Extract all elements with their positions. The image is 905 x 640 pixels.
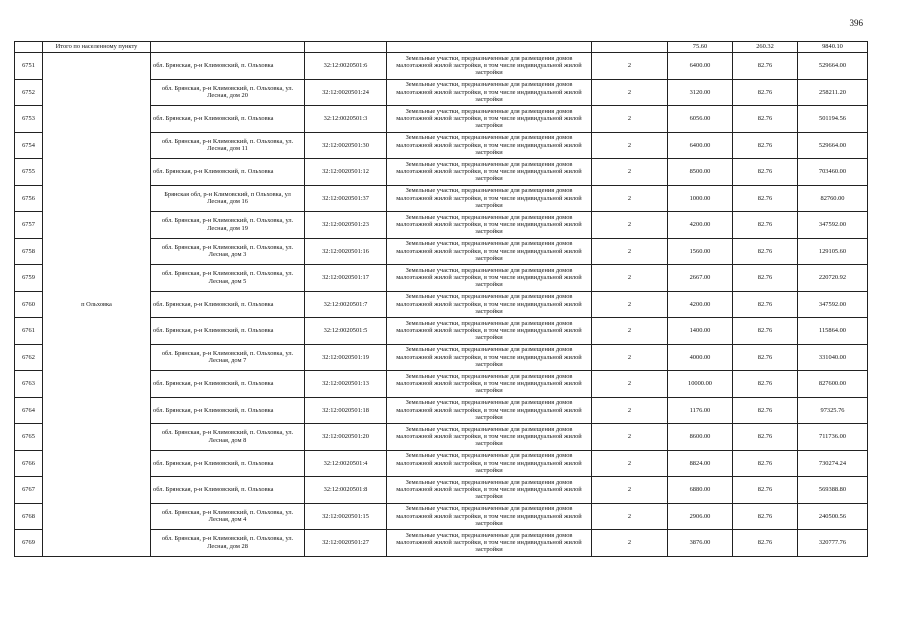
address-text: обл. Брянская, р-н Климовский, п. Ольховка: [153, 327, 274, 335]
rate-value: 82.76: [733, 185, 798, 212]
row-number: 6763: [15, 371, 43, 398]
row-number: 6761: [15, 318, 43, 345]
category-code: 2: [592, 371, 668, 398]
area-value: 1400.00: [668, 318, 733, 345]
address-text: обл. Брянская, р-н Климовский, п. Ольховка, ул. Лесная, дом 11: [161, 137, 294, 153]
cadastral-value: 97325.76: [798, 397, 868, 424]
cadastral-value: 115864.00: [798, 318, 868, 345]
cadastral-number: 32:12:0020501:17: [305, 265, 387, 292]
category-code: 2: [592, 212, 668, 239]
address-cell: [151, 477, 305, 504]
cadastral-value: 220720.92: [798, 265, 868, 292]
area-value: 6400.00: [668, 53, 733, 80]
address-cell: [151, 503, 305, 530]
row-number: 6752: [15, 79, 43, 106]
address-text: обл. Брянская, р-н Климовский, п. Ольховка, ул. Лесная, дом 3: [161, 243, 294, 259]
settlement-name: п Ольховка: [43, 53, 151, 557]
row-number: 6756: [15, 185, 43, 212]
permitted-use: Земельные участки, предназначенные для размещения домов малоэтажной жилой застройки, в том числе индивидуальной жилой застройки: [387, 503, 592, 530]
address-cell: [151, 530, 305, 557]
address-cell: [151, 397, 305, 424]
row-number: 6768: [15, 503, 43, 530]
page-number: 396: [849, 18, 863, 28]
permitted-use: Земельные участки, предназначенные для размещения домов малоэтажной жилой застройки, в том числе индивидуальной жилой застройки: [387, 212, 592, 239]
area-value: 6056.00: [668, 106, 733, 133]
permitted-use: Земельные участки, предназначенные для размещения домов малоэтажной жилой застройки, в том числе индивидуальной жилой застройки: [387, 477, 592, 504]
address-cell: [151, 212, 305, 239]
permitted-use: Земельные участки, предназначенные для размещения домов малоэтажной жилой застройки, в том числе индивидуальной жилой застройки: [387, 318, 592, 345]
row-number: 6755: [15, 159, 43, 186]
address-cell: [151, 106, 305, 133]
cadastral-number: 32:12:0020501:4: [305, 450, 387, 477]
row-number: 6760: [15, 291, 43, 318]
permitted-use: Земельные участки, предназначенные для размещения домов малоэтажной жилой застройки, в том числе индивидуальной жилой застройки: [387, 344, 592, 371]
category-code: 2: [592, 238, 668, 265]
total-label: Итого по населенному пункту: [43, 42, 151, 53]
rate-value: 82.76: [733, 291, 798, 318]
category-code: 2: [592, 79, 668, 106]
address-text: обл. Брянская, р-н Климовский, п. Ольховка: [153, 406, 274, 414]
settlement-total-row: [15, 42, 868, 53]
address-cell: [151, 344, 305, 371]
rate-value: 82.76: [733, 371, 798, 398]
category-code: 2: [592, 53, 668, 80]
cadastral-value: 703460.00: [798, 159, 868, 186]
permitted-use: Земельные участки, предназначенные для размещения домов малоэтажной жилой застройки, в том числе индивидуальной жилой застройки: [387, 159, 592, 186]
total-rate: 260.32: [733, 42, 798, 53]
address-text: обл. Брянская, р-н Климовский, п. Ольховка, ул. Лесная, дом 5: [161, 270, 294, 285]
cadastral-value: 569388.80: [798, 477, 868, 504]
total-empty-cell: [387, 42, 592, 53]
permitted-use: Земельные участки, предназначенные для размещения домов малоэтажной жилой застройки, в том числе индивидуальной жилой застройки: [387, 238, 592, 265]
cadastral-value: 331040.00: [798, 344, 868, 371]
total-empty-cell: [151, 42, 305, 53]
address-cell: [151, 318, 305, 345]
cadastral-value: 347592.00: [798, 291, 868, 318]
table-row: [15, 53, 868, 80]
permitted-use: Земельные участки, предназначенные для размещения домов малоэтажной жилой застройки, в том числе индивидуальной жилой застройки: [387, 450, 592, 477]
rate-value: 82.76: [733, 212, 798, 239]
address-text: обл. Брянская, р-н Климовский, п. Ольховка: [153, 486, 274, 494]
area-value: 3120.00: [668, 79, 733, 106]
address-text: Брянская обл, р-н Климовский, п Ольховка, ул Лесная, дом 16: [164, 190, 291, 206]
cadastral-number: 32:12:0020501:37: [305, 185, 387, 212]
rate-value: 82.76: [733, 159, 798, 186]
area-value: 6880.00: [668, 477, 733, 504]
area-value: 6400.00: [668, 132, 733, 159]
category-code: 2: [592, 291, 668, 318]
total-empty-cell: [592, 42, 668, 53]
permitted-use: Земельные участки, предназначенные для размещения домов малоэтажной жилой застройки, в том числе индивидуальной жилой застройки: [387, 530, 592, 557]
permitted-use: Земельные участки, предназначенные для размещения домов малоэтажной жилой застройки, в том числе индивидуальной жилой застройки: [387, 371, 592, 398]
address-text: обл. Брянская, р-н Климовский, п. Ольховка, ул. Лесная, дом 8: [161, 429, 294, 444]
cadastral-value: 529664.00: [798, 53, 868, 80]
address-cell: [151, 53, 305, 80]
address-text: обл. Брянская, р-н Климовский, п. Ольховка, ул. Лесная, дом 7: [161, 349, 294, 365]
total-empty-cell: [305, 42, 387, 53]
area-value: 4000.00: [668, 344, 733, 371]
category-code: 2: [592, 159, 668, 186]
row-number: 6751: [15, 53, 43, 80]
cadastral-value: 320777.76: [798, 530, 868, 557]
rate-value: 82.76: [733, 450, 798, 477]
address-cell: [151, 185, 305, 212]
cadastral-value: 129105.60: [798, 238, 868, 265]
cadastral-number: 32:12:0020501:16: [305, 238, 387, 265]
row-number: 6757: [15, 212, 43, 239]
category-code: 2: [592, 106, 668, 133]
address-text: обл. Брянская, р-н Климовский, п. Ольховка: [153, 62, 274, 70]
cadastral-number: 32:12:0020501:27: [305, 530, 387, 557]
category-code: 2: [592, 477, 668, 504]
rate-value: 82.76: [733, 53, 798, 80]
cadastral-number: 32:12:0020501:12: [305, 159, 387, 186]
category-code: 2: [592, 185, 668, 212]
row-number: 6767: [15, 477, 43, 504]
category-code: 2: [592, 424, 668, 451]
area-value: 3876.00: [668, 530, 733, 557]
rate-value: 82.76: [733, 238, 798, 265]
cadastral-number: 32:12:0020501:7: [305, 291, 387, 318]
permitted-use: Земельные участки, предназначенные для размещения домов малоэтажной жилой застройки, в том числе индивидуальной жилой застройки: [387, 53, 592, 80]
address-cell: [151, 79, 305, 106]
cadastral-number: 32:12:0020501:15: [305, 503, 387, 530]
row-number: 6753: [15, 106, 43, 133]
area-value: 8500.00: [668, 159, 733, 186]
area-value: 1000.00: [668, 185, 733, 212]
rate-value: 82.76: [733, 106, 798, 133]
area-value: 1560.00: [668, 238, 733, 265]
cadastral-value: 529664.00: [798, 132, 868, 159]
address-text: обл. Брянская, р-н Климовский, п. Ольховка, ул. Лесная, дом 19: [161, 217, 294, 232]
rate-value: 82.76: [733, 265, 798, 292]
area-value: 8824.00: [668, 450, 733, 477]
row-number: 6766: [15, 450, 43, 477]
address-cell: [151, 238, 305, 265]
category-code: 2: [592, 318, 668, 345]
address-text: обл. Брянская, р-н Климовский, п. Ольховка: [153, 380, 274, 388]
cadastral-number: 32:12:0020501:8: [305, 477, 387, 504]
cadastral-number: 32:12:0020501:23: [305, 212, 387, 239]
permitted-use: Земельные участки, предназначенные для размещения домов малоэтажной жилой застройки, в том числе индивидуальной жилой застройки: [387, 106, 592, 133]
area-value: 10000.00: [668, 371, 733, 398]
rate-value: 82.76: [733, 424, 798, 451]
permitted-use: Земельные участки, предназначенные для размещения домов малоэтажной жилой застройки, в том числе индивидуальной жилой застройки: [387, 397, 592, 424]
row-number: 6762: [15, 344, 43, 371]
area-value: 4200.00: [668, 212, 733, 239]
cadastral-value: 827600.00: [798, 371, 868, 398]
permitted-use: Земельные участки, предназначенные для размещения домов малоэтажной жилой застройки, в том числе индивидуальной жилой застройки: [387, 424, 592, 451]
total-area: 75.60: [668, 42, 733, 53]
rate-value: 82.76: [733, 79, 798, 106]
cadastral-value: 730274.24: [798, 450, 868, 477]
address-text: обл. Брянская, р-н Климовский, п. Ольховка, ул. Лесная, дом 20: [161, 84, 294, 100]
cadastral-number: 32:12:0020501:13: [305, 371, 387, 398]
address-cell: [151, 450, 305, 477]
cadastral-value: 258211.20: [798, 79, 868, 106]
rate-value: 82.76: [733, 132, 798, 159]
row-number: 6764: [15, 397, 43, 424]
permitted-use: Земельные участки, предназначенные для размещения домов малоэтажной жилой застройки, в том числе индивидуальной жилой застройки: [387, 185, 592, 212]
row-number: 6765: [15, 424, 43, 451]
total-value: 9840.10: [798, 42, 868, 53]
address-cell: [151, 291, 305, 318]
area-value: 2906.00: [668, 503, 733, 530]
rate-value: 82.76: [733, 397, 798, 424]
cadastral-number: 32:12:0020501:20: [305, 424, 387, 451]
cadastral-number: 32:12:0020501:30: [305, 132, 387, 159]
address-text: обл. Брянская, р-н Климовский, п. Ольховка: [153, 168, 274, 176]
total-empty-cell: [15, 42, 43, 53]
address-text: обл. Брянская, р-н Климовский, п. Ольховка: [153, 300, 274, 308]
row-number: 6758: [15, 238, 43, 265]
cadastral-number: 32:12:0020501:5: [305, 318, 387, 345]
address-cell: [151, 132, 305, 159]
permitted-use: Земельные участки, предназначенные для размещения домов малоэтажной жилой застройки, в том числе индивидуальной жилой застройки: [387, 132, 592, 159]
address-text: обл. Брянская, р-н Климовский, п. Ольховка: [153, 459, 274, 467]
cadastral-value: 711736.00: [798, 424, 868, 451]
permitted-use: Земельные участки, предназначенные для размещения домов малоэтажной жилой застройки, в том числе индивидуальной жилой застройки: [387, 265, 592, 292]
rate-value: 82.76: [733, 318, 798, 345]
permitted-use: Земельные участки, предназначенные для размещения домов малоэтажной жилой застройки, в том числе индивидуальной жилой застройки: [387, 79, 592, 106]
address-cell: [151, 371, 305, 398]
address-cell: [151, 159, 305, 186]
cadastral-number: 32:12:0020501:6: [305, 53, 387, 80]
cadastral-value: 501194.56: [798, 106, 868, 133]
cadastral-value: 347592.00: [798, 212, 868, 239]
address-cell: [151, 265, 305, 292]
row-number: 6769: [15, 530, 43, 557]
cadastral-number: 32:12:0020501:18: [305, 397, 387, 424]
area-value: 2667.00: [668, 265, 733, 292]
rate-value: 82.76: [733, 530, 798, 557]
address-cell: [151, 424, 305, 451]
row-number: 6754: [15, 132, 43, 159]
cadastral-number: 32:12:0020501:19: [305, 344, 387, 371]
category-code: 2: [592, 450, 668, 477]
area-value: 8600.00: [668, 424, 733, 451]
cadastral-value: 82760.00: [798, 185, 868, 212]
category-code: 2: [592, 503, 668, 530]
address-text: обл. Брянская, р-н Климовский, п. Ольховка, ул. Лесная, дом 28: [161, 535, 294, 550]
cadastral-value: 240500.56: [798, 503, 868, 530]
table-body: [15, 42, 868, 557]
cadastral-number: 32:12:0020501:3: [305, 106, 387, 133]
row-number: 6759: [15, 265, 43, 292]
category-code: 2: [592, 265, 668, 292]
rate-value: 82.76: [733, 344, 798, 371]
category-code: 2: [592, 344, 668, 371]
area-value: 4200.00: [668, 291, 733, 318]
land-register-table: [14, 41, 868, 557]
area-value: 1176.00: [668, 397, 733, 424]
permitted-use: Земельные участки, предназначенные для размещения домов малоэтажной жилой застройки, в том числе индивидуальной жилой застройки: [387, 291, 592, 318]
address-text: обл. Брянская, р-н Климовский, п. Ольховка: [153, 115, 274, 123]
rate-value: 82.76: [733, 503, 798, 530]
category-code: 2: [592, 530, 668, 557]
rate-value: 82.76: [733, 477, 798, 504]
category-code: 2: [592, 132, 668, 159]
cadastral-number: 32:12:0020501:24: [305, 79, 387, 106]
category-code: 2: [592, 397, 668, 424]
address-text: обл. Брянская, р-н Климовский, п. Ольховка, ул. Лесная, дом 4: [161, 508, 294, 524]
